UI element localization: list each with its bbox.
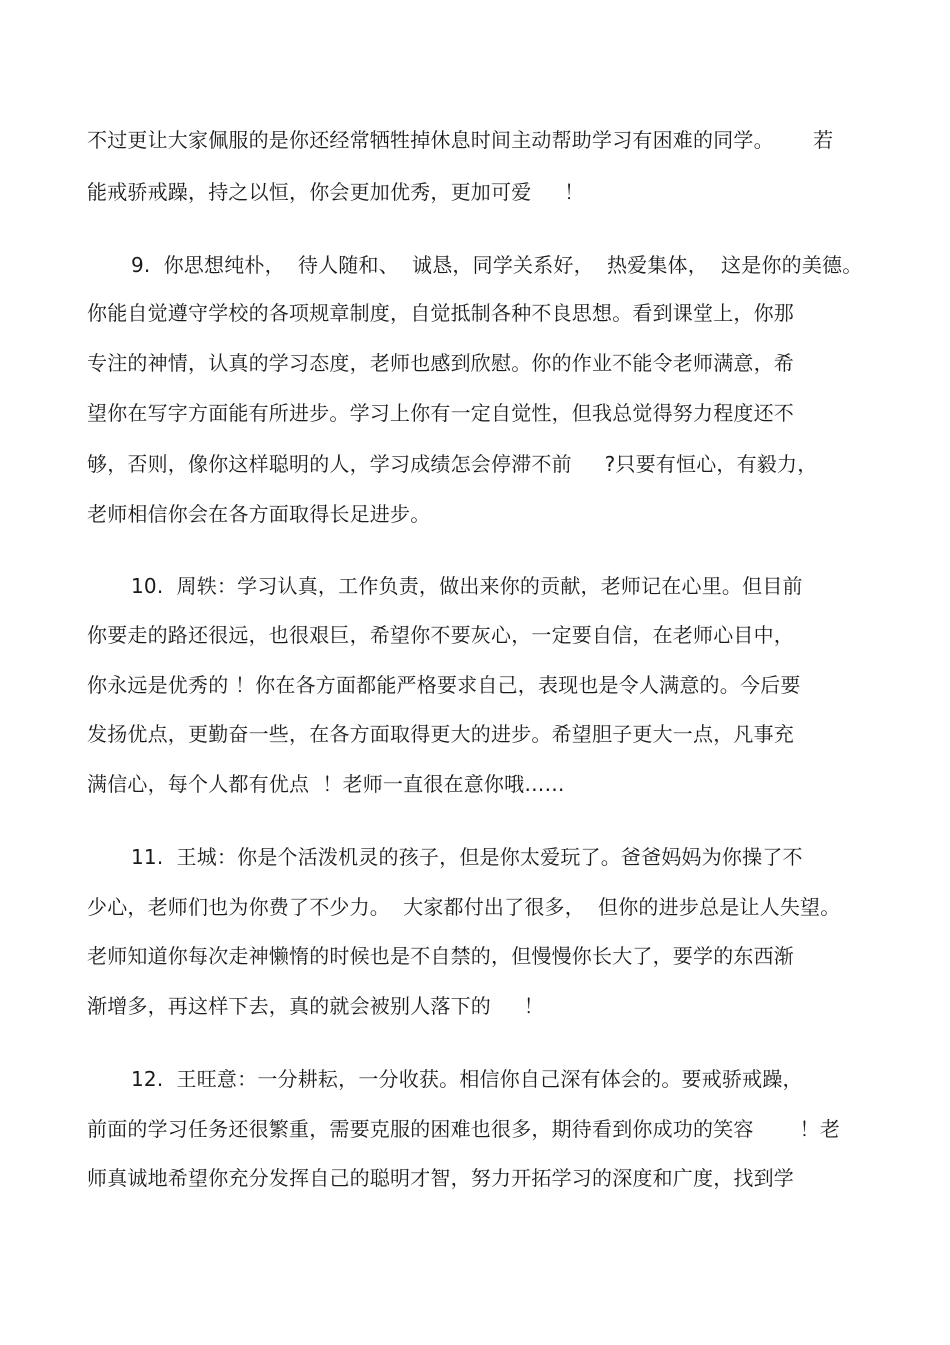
- paragraph-10-start: 10. 周轶：学习认真，工作负责，做出来你的贡献，老师记在心里。但目前: [131, 574, 803, 598]
- text-line: 专注的神情，认真的学习态度，老师也感到欣慰。你的作业不能令老师满意，希: [87, 351, 794, 375]
- text-line: 能戒骄戒躁，持之以恒，你会更加优秀，更加可爱 ！: [87, 180, 585, 204]
- text-line: 前面的学习任务还很繁重，需要克服的困难也很多，期待看到你成功的笑容 ！老: [87, 1117, 840, 1141]
- paragraph-12-start: 12. 王旺意：一分耕耘，一分收获。相信你自己深有体会的。要戒骄戒躁，: [131, 1067, 803, 1091]
- text-line: 发扬优点，更勤奋一些，在各方面取得更大的进步。希望胆子更大一点，凡事充: [87, 722, 794, 746]
- paragraph-11-start: 11. 王城：你是个活泼机灵的孩子，但是你太爱玩了。爸爸妈妈为你操了不: [131, 845, 803, 869]
- text-line: 望你在写字方面能有所进步。学习上你有一定自觉性，但我总觉得努力程度还不: [87, 401, 794, 425]
- text-line: 老师知道你每次走神懒惰的时候也是不自禁的，但慢慢你长大了，要学的东西渐: [87, 944, 794, 968]
- text-line: 你要走的路还很远，也很艰巨，希望你不要灰心，一定要自信，在老师心目中，: [87, 623, 794, 647]
- paragraph-9-start: 9. 你思想纯朴， 待人随和、 诚恳，同学关系好， 热爱集体， 这是你的美德。: [131, 253, 863, 277]
- text-line: 你能自觉遵守学校的各项规章制度，自觉抵制各种不良思想。看到课堂上，你那: [87, 301, 794, 325]
- text-line: 老师相信你会在各方面取得长足进步。: [87, 502, 431, 526]
- text-line: 够，否则，像你这样聪明的人，学习成绩怎会停滞不前 ?只要有恒心，有毅力，: [87, 452, 818, 476]
- text-line: 你永远是优秀的 ！你在各方面都能严格要求自己，表现也是令人满意的。今后要: [87, 673, 801, 697]
- text-line: 少心，老师们也为你费了不少力。 大家都付出了很多， 但你的进步总是让人失望。: [87, 895, 841, 919]
- text-line: 师真诚地希望你充分发挥自己的聪明才智，努力开拓学习的深度和广度，找到学: [87, 1166, 794, 1190]
- text-line: 满信心，每个人都有优点 ！老师一直很在意你哦……: [87, 772, 565, 796]
- text-line: 渐增多，再这样下去，真的就会被别人落下的 ！: [87, 994, 544, 1018]
- text-line: 不过更让大家佩服的是你还经常牺牲掉休息时间主动帮助学习有困难的同学。 若: [87, 128, 834, 152]
